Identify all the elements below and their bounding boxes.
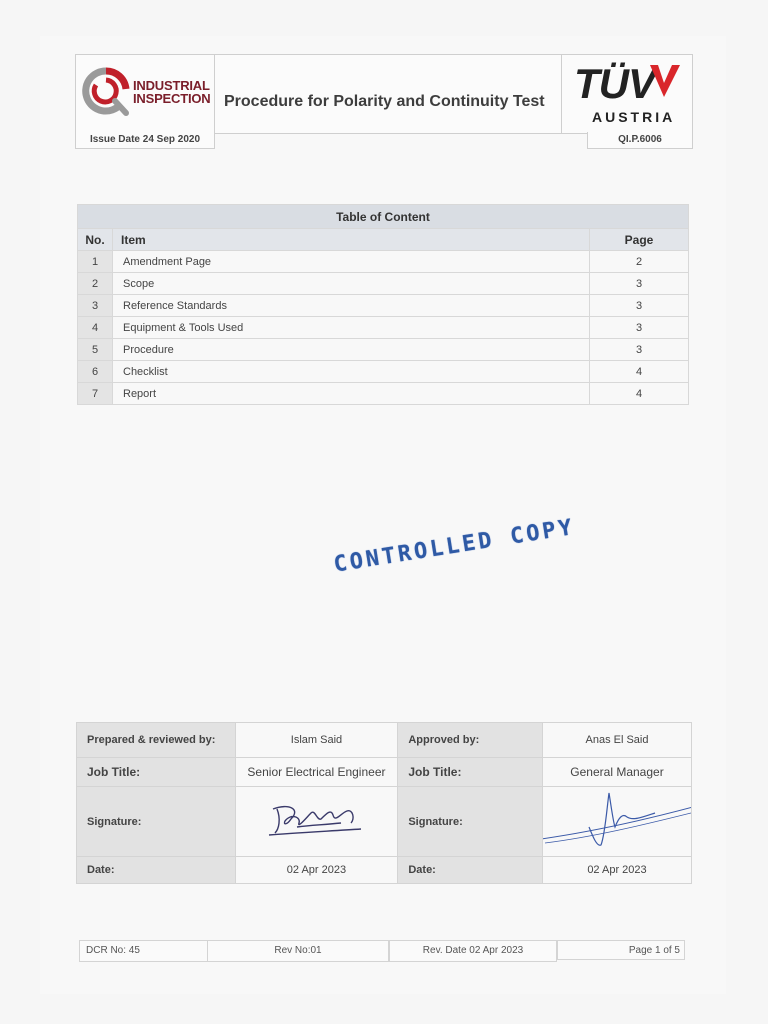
toc-page: 3 (590, 339, 689, 361)
toc-item: Checklist (113, 361, 590, 383)
toc-item: Reference Standards (113, 295, 590, 317)
page-number: Page 1 of 5 (557, 940, 685, 960)
date-value-2: 02 Apr 2023 (542, 857, 691, 884)
document-header (75, 54, 693, 134)
table-row (78, 317, 689, 339)
toc-page: 3 (590, 317, 689, 339)
toc-no: 2 (78, 273, 113, 295)
date-label-2: Date: (398, 857, 543, 884)
job-title-value-2: General Manager (542, 758, 691, 787)
tuv-check-icon (648, 63, 682, 99)
tuv-country: AUSTRIA (592, 109, 676, 125)
toc-page: 2 (590, 251, 689, 273)
prepared-name: Islam Said (235, 723, 398, 758)
handwritten-signature-preparer (261, 795, 371, 845)
table-row (78, 273, 689, 295)
toc-item: Equipment & Tools Used (113, 317, 590, 339)
tuv-word: TÜV (574, 60, 655, 107)
job-title-label-2: Job Title: (398, 758, 543, 787)
signature-approver (542, 787, 691, 857)
signature-label-1: Signature: (77, 787, 236, 857)
toc-no: 1 (78, 251, 113, 273)
revision-date: Rev. Date 02 Apr 2023 (389, 940, 557, 962)
toc-no: 6 (78, 361, 113, 383)
dcr-number: DCR No: 45 (79, 940, 213, 962)
company-name-line1: INDUSTRIAL (133, 78, 210, 93)
industrial-inspection-logo (76, 55, 215, 133)
toc-page: 4 (590, 383, 689, 405)
issue-date: Issue Date 24 Sep 2020 (75, 132, 215, 149)
table-row (78, 361, 689, 383)
toc-no: 5 (78, 339, 113, 361)
magnifier-logo-icon (82, 67, 130, 119)
toc-page: 3 (590, 295, 689, 317)
toc-title: Table of Content (78, 205, 689, 229)
job-title-value-1: Senior Electrical Engineer (235, 758, 398, 787)
approval-table (76, 722, 692, 884)
toc-item: Amendment Page (113, 251, 590, 273)
document-title: Procedure for Polarity and Continuity Test (224, 93, 545, 110)
job-title-label-1: Job Title: (77, 758, 236, 787)
date-value-1: 02 Apr 2023 (235, 857, 398, 884)
signature-label-2: Signature: (398, 787, 543, 857)
approved-label: Approved by: (398, 723, 543, 758)
tuv-austria-logo (561, 55, 692, 133)
toc-page: 3 (590, 273, 689, 295)
toc-col-no: No. (78, 229, 113, 251)
document-number: QI.P.6006 (587, 132, 693, 149)
controlled-copy-stamp: CONTROLLED COPY (332, 514, 577, 578)
date-label-1: Date: (77, 857, 236, 884)
approved-name: Anas El Said (542, 723, 691, 758)
prepared-label: Prepared & reviewed by: (77, 723, 236, 758)
document-footer (79, 940, 689, 960)
toc-no: 7 (78, 383, 113, 405)
table-row (78, 383, 689, 405)
toc-item: Scope (113, 273, 590, 295)
toc-item: Report (113, 383, 590, 405)
toc-page: 4 (590, 361, 689, 383)
signature-preparer (235, 787, 398, 857)
company-name-line2: INSPECTION (133, 91, 211, 106)
toc-col-page: Page (590, 229, 689, 251)
toc-no: 3 (78, 295, 113, 317)
table-row (78, 295, 689, 317)
handwritten-signature-approver (543, 787, 691, 853)
revision-number: Rev No:01 (207, 940, 389, 962)
table-row (78, 339, 689, 361)
table-of-content (77, 204, 689, 405)
toc-col-item: Item (113, 229, 590, 251)
table-row (78, 251, 689, 273)
toc-item: Procedure (113, 339, 590, 361)
toc-no: 4 (78, 317, 113, 339)
